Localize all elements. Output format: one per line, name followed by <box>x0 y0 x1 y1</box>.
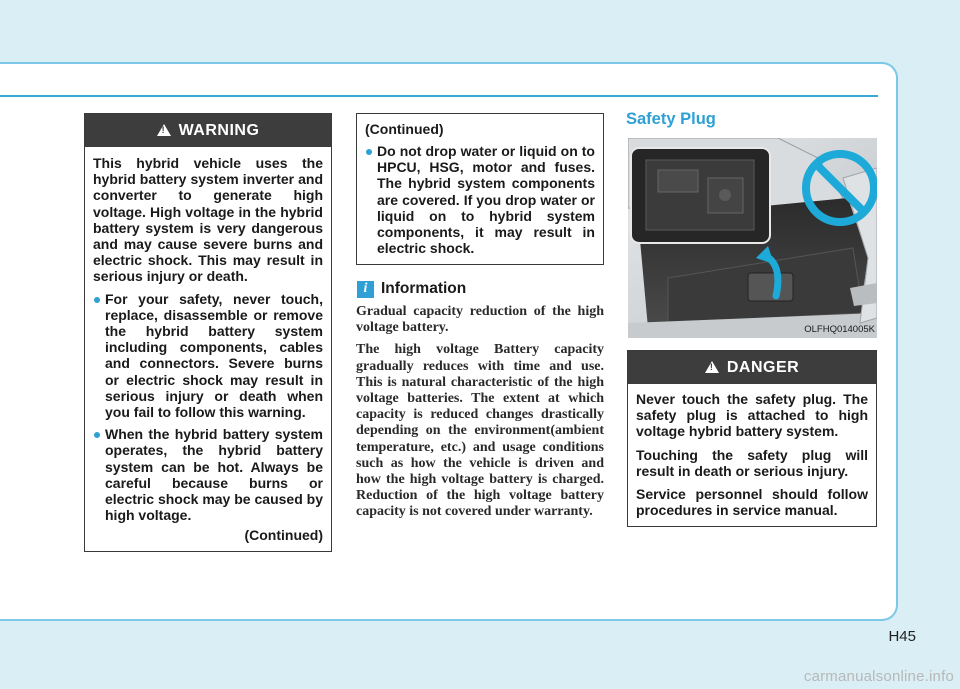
continued-title: (Continued) <box>365 121 444 137</box>
watermark: carmanualsonline.info <box>803 668 954 685</box>
danger-header <box>628 351 876 384</box>
danger-title: DANGER <box>726 358 800 376</box>
information-heading <box>357 280 466 298</box>
header-rule <box>0 95 878 97</box>
danger-triangle-icon <box>705 361 719 373</box>
warning-intro: This hybrid vehicle uses the hybrid battery system inverter and converter to generate high voltage. High voltage in the hybrid battery system is very dangerous and may cause severe burns and electric shock. This may result in serious injury or death. <box>93 155 323 285</box>
warning-bullet: For your safety, never touch, replace, disassemble or remove the hybrid battery system including components, cables and connectors. Severe burns or electric shock may result in serious injury or death when you fail to follow this warning. <box>93 291 323 421</box>
continued-label: (Continued) <box>244 527 323 544</box>
warning-bullet: When the hybrid battery system operates, the hybrid battery system can be hot. Always be careful because burns or electric shock may be caused by high voltage. <box>93 426 323 523</box>
danger-paragraph: Service personnel should follow procedures in service manual. <box>636 486 868 519</box>
continued-warning-box <box>356 113 604 265</box>
warning-triangle-icon <box>157 124 171 136</box>
information-title: Information <box>381 280 467 297</box>
danger-paragraph: Never touch the safety plug. The safety plug is attached to high voltage hybrid battery system. <box>636 391 868 440</box>
trunk-illustration <box>628 138 877 338</box>
danger-paragraph: Touching the safety plug will result in death or serious injury. <box>636 446 868 479</box>
warning-title: WARNING <box>178 121 260 139</box>
information-paragraph: Gradual capacity reduction of the high voltage battery. <box>356 304 604 336</box>
safety-plug-photo <box>628 138 877 338</box>
warning-box <box>84 113 332 552</box>
page-number: H45 <box>888 628 916 645</box>
safety-plug-heading: Safety Plug <box>626 110 716 128</box>
information-paragraph: The high voltage Battery capacity gradually reduces with time and use. This is natural characteristic of the high voltage batteries. The extent at which capacity is reduced changes drastically depending on the environment(ambient temperature, etc.) and usage conditions such as how the vehicle is driven and how the high voltage battery is charged. Reduction of the high voltage battery capacity is not covered under warranty. <box>356 342 604 520</box>
continued-bullet: Do not drop water or liquid on to HPCU, HSG, motor and fuses. The hybrid system components are covered. If you drop water or liquid on to hybrid system components, it may result in electric shock. <box>365 143 595 256</box>
danger-box <box>627 350 877 527</box>
warning-header <box>85 114 331 147</box>
information-body <box>356 304 604 527</box>
info-icon: i <box>357 281 374 298</box>
image-caption: OLFHQ014005K <box>804 324 875 335</box>
